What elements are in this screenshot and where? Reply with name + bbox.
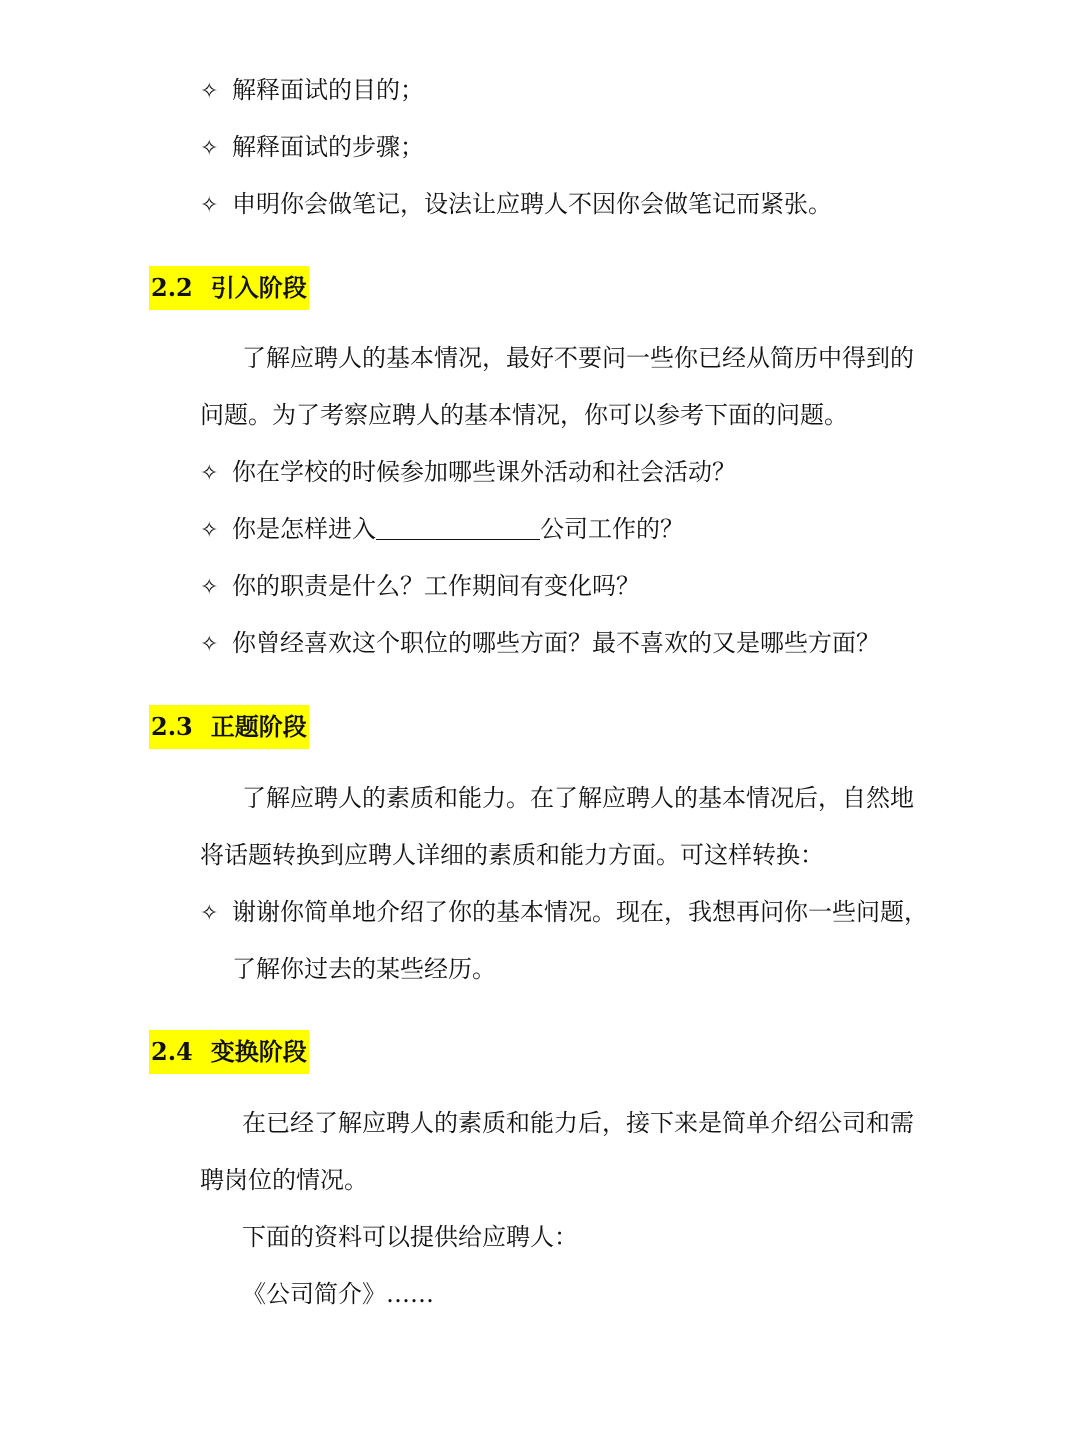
bullet-star-icon: ✧ (200, 461, 219, 486)
bullet-star-icon: ✧ (200, 901, 219, 926)
intro-bullet-3: ✧ 申明你会做笔记，设法让应聘人不因你会做笔记而紧张。 (200, 188, 832, 222)
section-2-4-paragraph-2: 下面的资料可以提供给应聘人： (242, 1223, 578, 1251)
section-2-2-bullet-1: ✧ 你在学校的时候参加哪些课外活动和社会活动？ (200, 456, 736, 490)
section-heading-2-3: 2.3 正题阶段 (149, 705, 309, 749)
section-2-2-bullet-3: ✧ 你的职责是什么？工作期间有变化吗？ (200, 570, 640, 604)
bullet-star-icon: ✧ (200, 193, 219, 218)
bullet-star-icon: ✧ (200, 632, 219, 657)
section-heading-2-4: 2.4 变换阶段 (149, 1030, 309, 1074)
section-2-3-bullet-1-continued: 了解你过去的某些经历。 (232, 955, 496, 983)
section-2-3-paragraph-line-1: 了解应聘人的素质和能力。在了解应聘人的基本情况后，自然地 (242, 784, 914, 812)
bullet-star-icon: ✧ (200, 518, 219, 543)
section-2-2-bullet-2: ✧ 你是怎样进入 公司工作的？ (200, 513, 684, 547)
fill-in-blank (376, 513, 540, 540)
bullet-star-icon: ✧ (200, 136, 219, 161)
intro-bullet-2: ✧ 解释面试的步骤； (200, 131, 424, 165)
section-2-4-paragraph-line-1: 在已经了解应聘人的素质和能力后，接下来是简单介绍公司和需 (242, 1109, 914, 1137)
section-heading-2-2: 2.2 引入阶段 (149, 266, 309, 310)
section-2-2-paragraph-line-1: 了解应聘人的基本情况，最好不要问一些你已经从简历中得到的 (242, 344, 914, 372)
section-2-3-paragraph-line-2: 将话题转换到应聘人详细的素质和能力方面。可这样转换： (200, 841, 824, 869)
section-2-4-paragraph-line-2: 聘岗位的情况。 (200, 1166, 368, 1194)
section-2-2-paragraph-line-2: 问题。为了考察应聘人的基本情况，你可以参考下面的问题。 (200, 401, 848, 429)
section-2-2-bullet-4: ✧ 你曾经喜欢这个职位的哪些方面？最不喜欢的又是哪些方面？ (200, 627, 880, 661)
bullet-star-icon: ✧ (200, 575, 219, 600)
section-2-3-bullet-1: ✧ 谢谢你简单地介绍了你的基本情况。现在，我想再问你一些问题， (200, 896, 928, 930)
bullet-star-icon: ✧ (200, 79, 219, 104)
intro-bullet-1: ✧ 解释面试的目的； (200, 74, 424, 108)
section-2-4-paragraph-3: 《公司简介》…… (242, 1280, 434, 1308)
